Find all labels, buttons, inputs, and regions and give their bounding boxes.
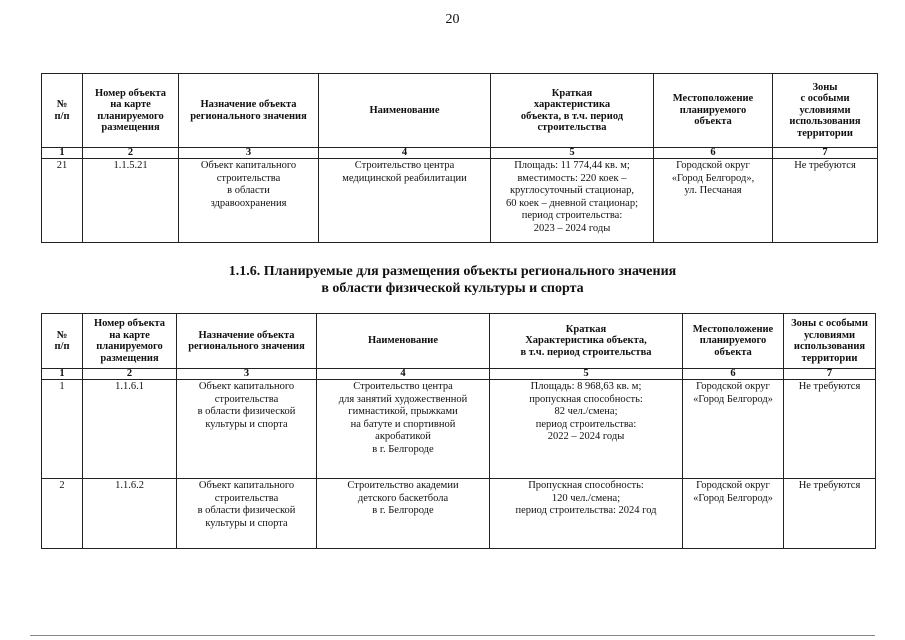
table-row: [42, 479, 876, 549]
section-title: 1.1.6. Планируемые для размещения объекты регионального значения в области физической культуры и спорта: [228, 264, 677, 296]
header-zones: Зоны с особыми условиями использования территории: [773, 74, 878, 148]
row-num: 1: [42, 380, 83, 479]
header-name: Наименование: [319, 74, 491, 148]
column-number-row: [42, 148, 878, 159]
header-purpose: Назначение объекта регионального значения: [179, 74, 319, 148]
column-number: 1: [42, 148, 83, 159]
row-purpose: Объект капитального строительства в области здравоохранения: [179, 159, 319, 243]
header-characteristics: Краткая характеристика объекта, в т.ч. период строительства: [491, 74, 654, 148]
header-row: [42, 314, 876, 369]
header-map-number: Номер объекта на карте планируемого размещения: [83, 314, 177, 369]
row-name: Строительство академии детского баскетбола в г. Белгороде: [317, 479, 490, 549]
row-characteristics: Пропускная способность: 120 чел./смена; период строительства: 2024 год: [490, 479, 683, 549]
row-location: Городской округ «Город Белгород»: [683, 380, 784, 479]
row-num: 21: [42, 159, 83, 243]
column-number: 2: [83, 369, 177, 380]
row-map-number: 1.1.6.2: [83, 479, 177, 549]
table-row: [42, 380, 876, 479]
row-name: Строительство центра медицинской реабилитации: [319, 159, 491, 243]
column-number: 5: [490, 369, 683, 380]
column-number: 4: [319, 148, 491, 159]
header-map-number: Номер объекта на карте планируемого размещения: [83, 74, 179, 148]
column-number-row: [42, 369, 876, 380]
table-healthcare-objects: [41, 73, 878, 243]
row-map-number: 1.1.5.21: [83, 159, 179, 243]
row-location: Городской округ «Город Белгород»: [683, 479, 784, 549]
column-number: 3: [179, 148, 319, 159]
column-number: 7: [784, 369, 876, 380]
header-location: Местоположение планируемого объекта: [683, 314, 784, 369]
page-number: 20: [445, 12, 460, 27]
column-number: 1: [42, 369, 83, 380]
header-characteristics: Краткая Характеристика объекта, в т.ч. период строительства: [490, 314, 683, 369]
table-sport-objects: [41, 313, 876, 549]
row-characteristics: Площадь: 8 968,63 кв. м; пропускная способность: 82 чел./смена; период строительства: 2022 – 2024 годы: [490, 380, 683, 479]
header-row: [42, 74, 878, 148]
column-number: 3: [177, 369, 317, 380]
column-number: 2: [83, 148, 179, 159]
page-bottom-rule: [30, 635, 875, 636]
header-purpose: Назначение объекта регионального значения: [177, 314, 317, 369]
column-number: 6: [654, 148, 773, 159]
column-number: 6: [683, 369, 784, 380]
row-num: 2: [42, 479, 83, 549]
row-characteristics: Площадь: 11 774,44 кв. м; вместимость: 220 коек – круглосуточный стационар, 60 коек – дневной стационар; период строительства: 2023 – 2024 годы: [491, 159, 654, 243]
row-zones: Не требуются: [773, 159, 878, 243]
column-number: 7: [773, 148, 878, 159]
row-location: Городской округ «Город Белгород», ул. Песчаная: [654, 159, 773, 243]
row-purpose: Объект капитального строительства в области физической культуры и спорта: [177, 479, 317, 549]
header-num: № п/п: [42, 314, 83, 369]
row-purpose: Объект капитального строительства в области физической культуры и спорта: [177, 380, 317, 479]
row-zones: Не требуются: [784, 479, 876, 549]
header-num: № п/п: [42, 74, 83, 148]
header-name: Наименование: [317, 314, 490, 369]
header-location: Местоположение планируемого объекта: [654, 74, 773, 148]
row-name: Строительство центра для занятий художественной гимнастикой, прыжками на батуте и спортивной акробатикой в г. Белгороде: [317, 380, 490, 479]
column-number: 5: [491, 148, 654, 159]
table-row: [42, 159, 878, 243]
header-zones: Зоны с особыми условиями использования территории: [784, 314, 876, 369]
column-number: 4: [317, 369, 490, 380]
row-zones: Не требуются: [784, 380, 876, 479]
row-map-number: 1.1.6.1: [83, 380, 177, 479]
